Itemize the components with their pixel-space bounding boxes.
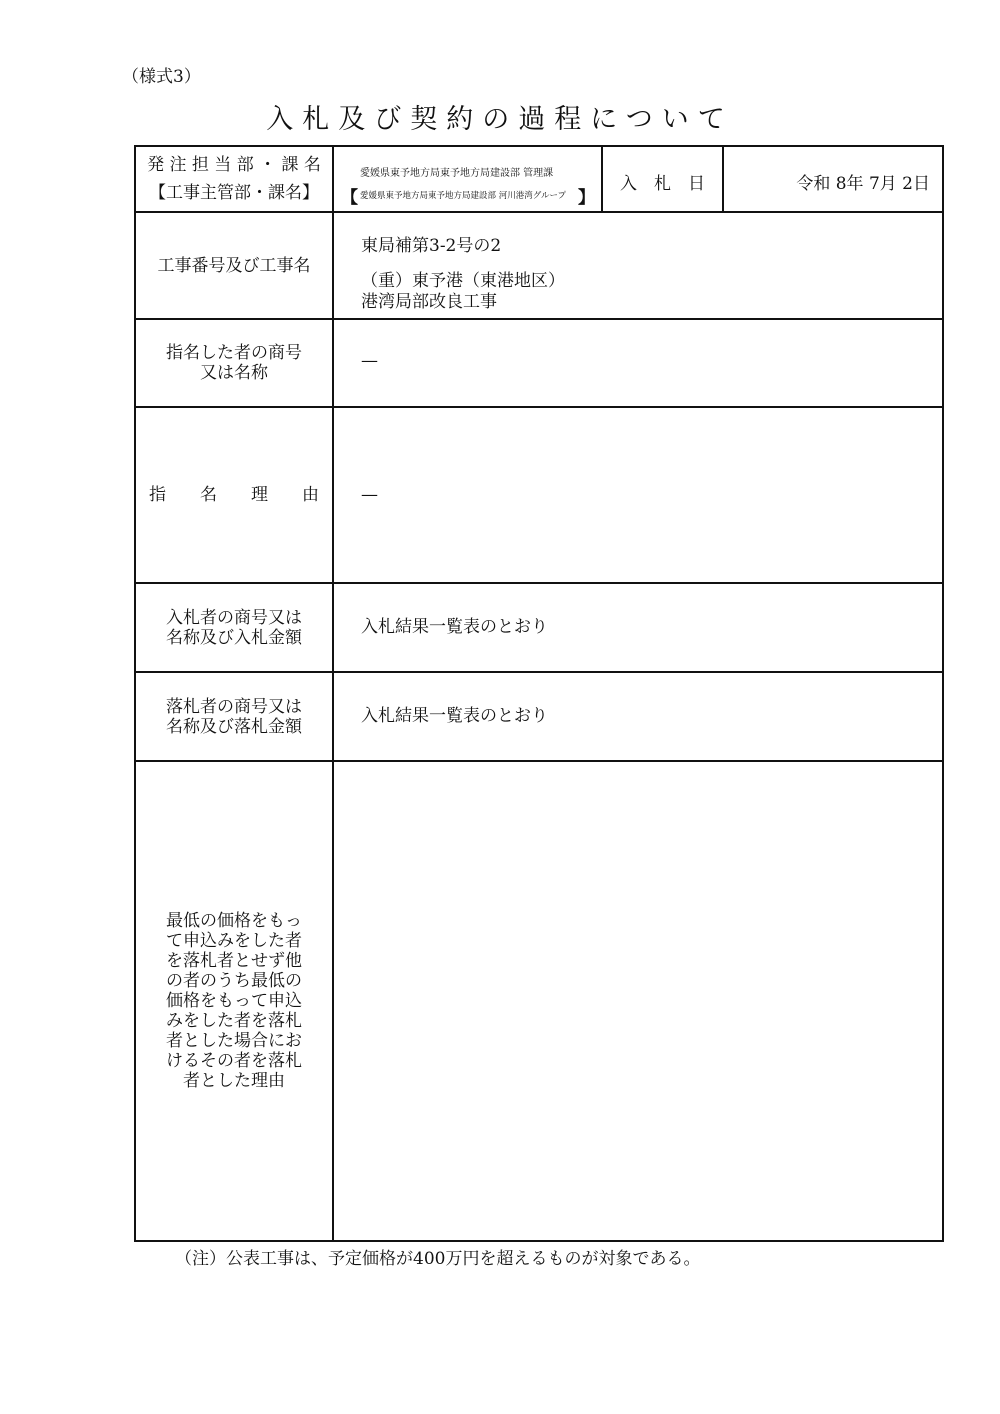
dept-value-manager: 愛媛県東予地方局東予地方局建設部 管理課 (360, 168, 554, 179)
footnote: （注）公表工事は、予定価格が400万円を超えるものが対象である。 (175, 1249, 701, 1269)
bid-date-value: 令和 8年 7月 2日 (796, 174, 930, 194)
work-name-label: 工事番号及び工事名 (157, 255, 311, 276)
dept-label-line2: 【工事主管部・課名】 (149, 183, 319, 203)
exception-label-line: けるその者を落札 (166, 1051, 302, 1071)
bidders-label: 入札者の商号又は 名称及び入札金額 (166, 607, 302, 648)
reason-value: — (361, 485, 378, 505)
winner-value: 入札結果一覧表のとおり (361, 706, 548, 726)
exception-label-line: 者とした場合にお (166, 1031, 302, 1051)
exception-label-lines (166, 911, 302, 1091)
nominee-label: 指名した者の商号 又は名称 (166, 343, 302, 383)
bracket-open: 【 (341, 188, 358, 208)
exception-label-line: 者とした理由 (183, 1071, 285, 1091)
nominee-value: — (361, 351, 378, 371)
exception-label-line: を落札者とせず他 (166, 951, 302, 971)
winner-label: 落札者の商号又は 名称及び落札金額 (166, 696, 302, 737)
exception-label-line: 価格をもって申込 (166, 991, 302, 1011)
exception-label-line: みをした者を落札 (166, 1011, 302, 1031)
dept-label (136, 151, 332, 207)
exception-label-line: の者のうち最低の (166, 971, 302, 991)
exception-label-line: て申込みをした者 (166, 931, 302, 951)
work-number: 東局補第3-2号の2 (361, 236, 502, 256)
bidders-value: 入札結果一覧表のとおり (361, 617, 548, 637)
exception-label (136, 762, 332, 1240)
dept-value-owner: 愛媛県東予地方局東予地方局建設部 河川港湾グループ (360, 191, 567, 201)
column-divider (332, 145, 334, 1242)
work-name-line2: 港湾局部改良工事 (361, 292, 497, 312)
reason-label: 指 名 理 由 (149, 485, 319, 505)
bracket-close: 】 (578, 188, 595, 208)
form-id: （様式3） (122, 67, 201, 87)
work-name-line1: （重）東予港（東港地区） (361, 271, 565, 291)
bid-date-label: 入 札 日 (620, 174, 705, 194)
process-table (134, 145, 944, 1242)
exception-label-line: 最低の価格をもっ (166, 911, 302, 931)
dept-label-line1: 発 注 担 当 部 ・ 課 名 (147, 155, 321, 175)
page-title: 入札及び契約の過程について (266, 104, 734, 135)
